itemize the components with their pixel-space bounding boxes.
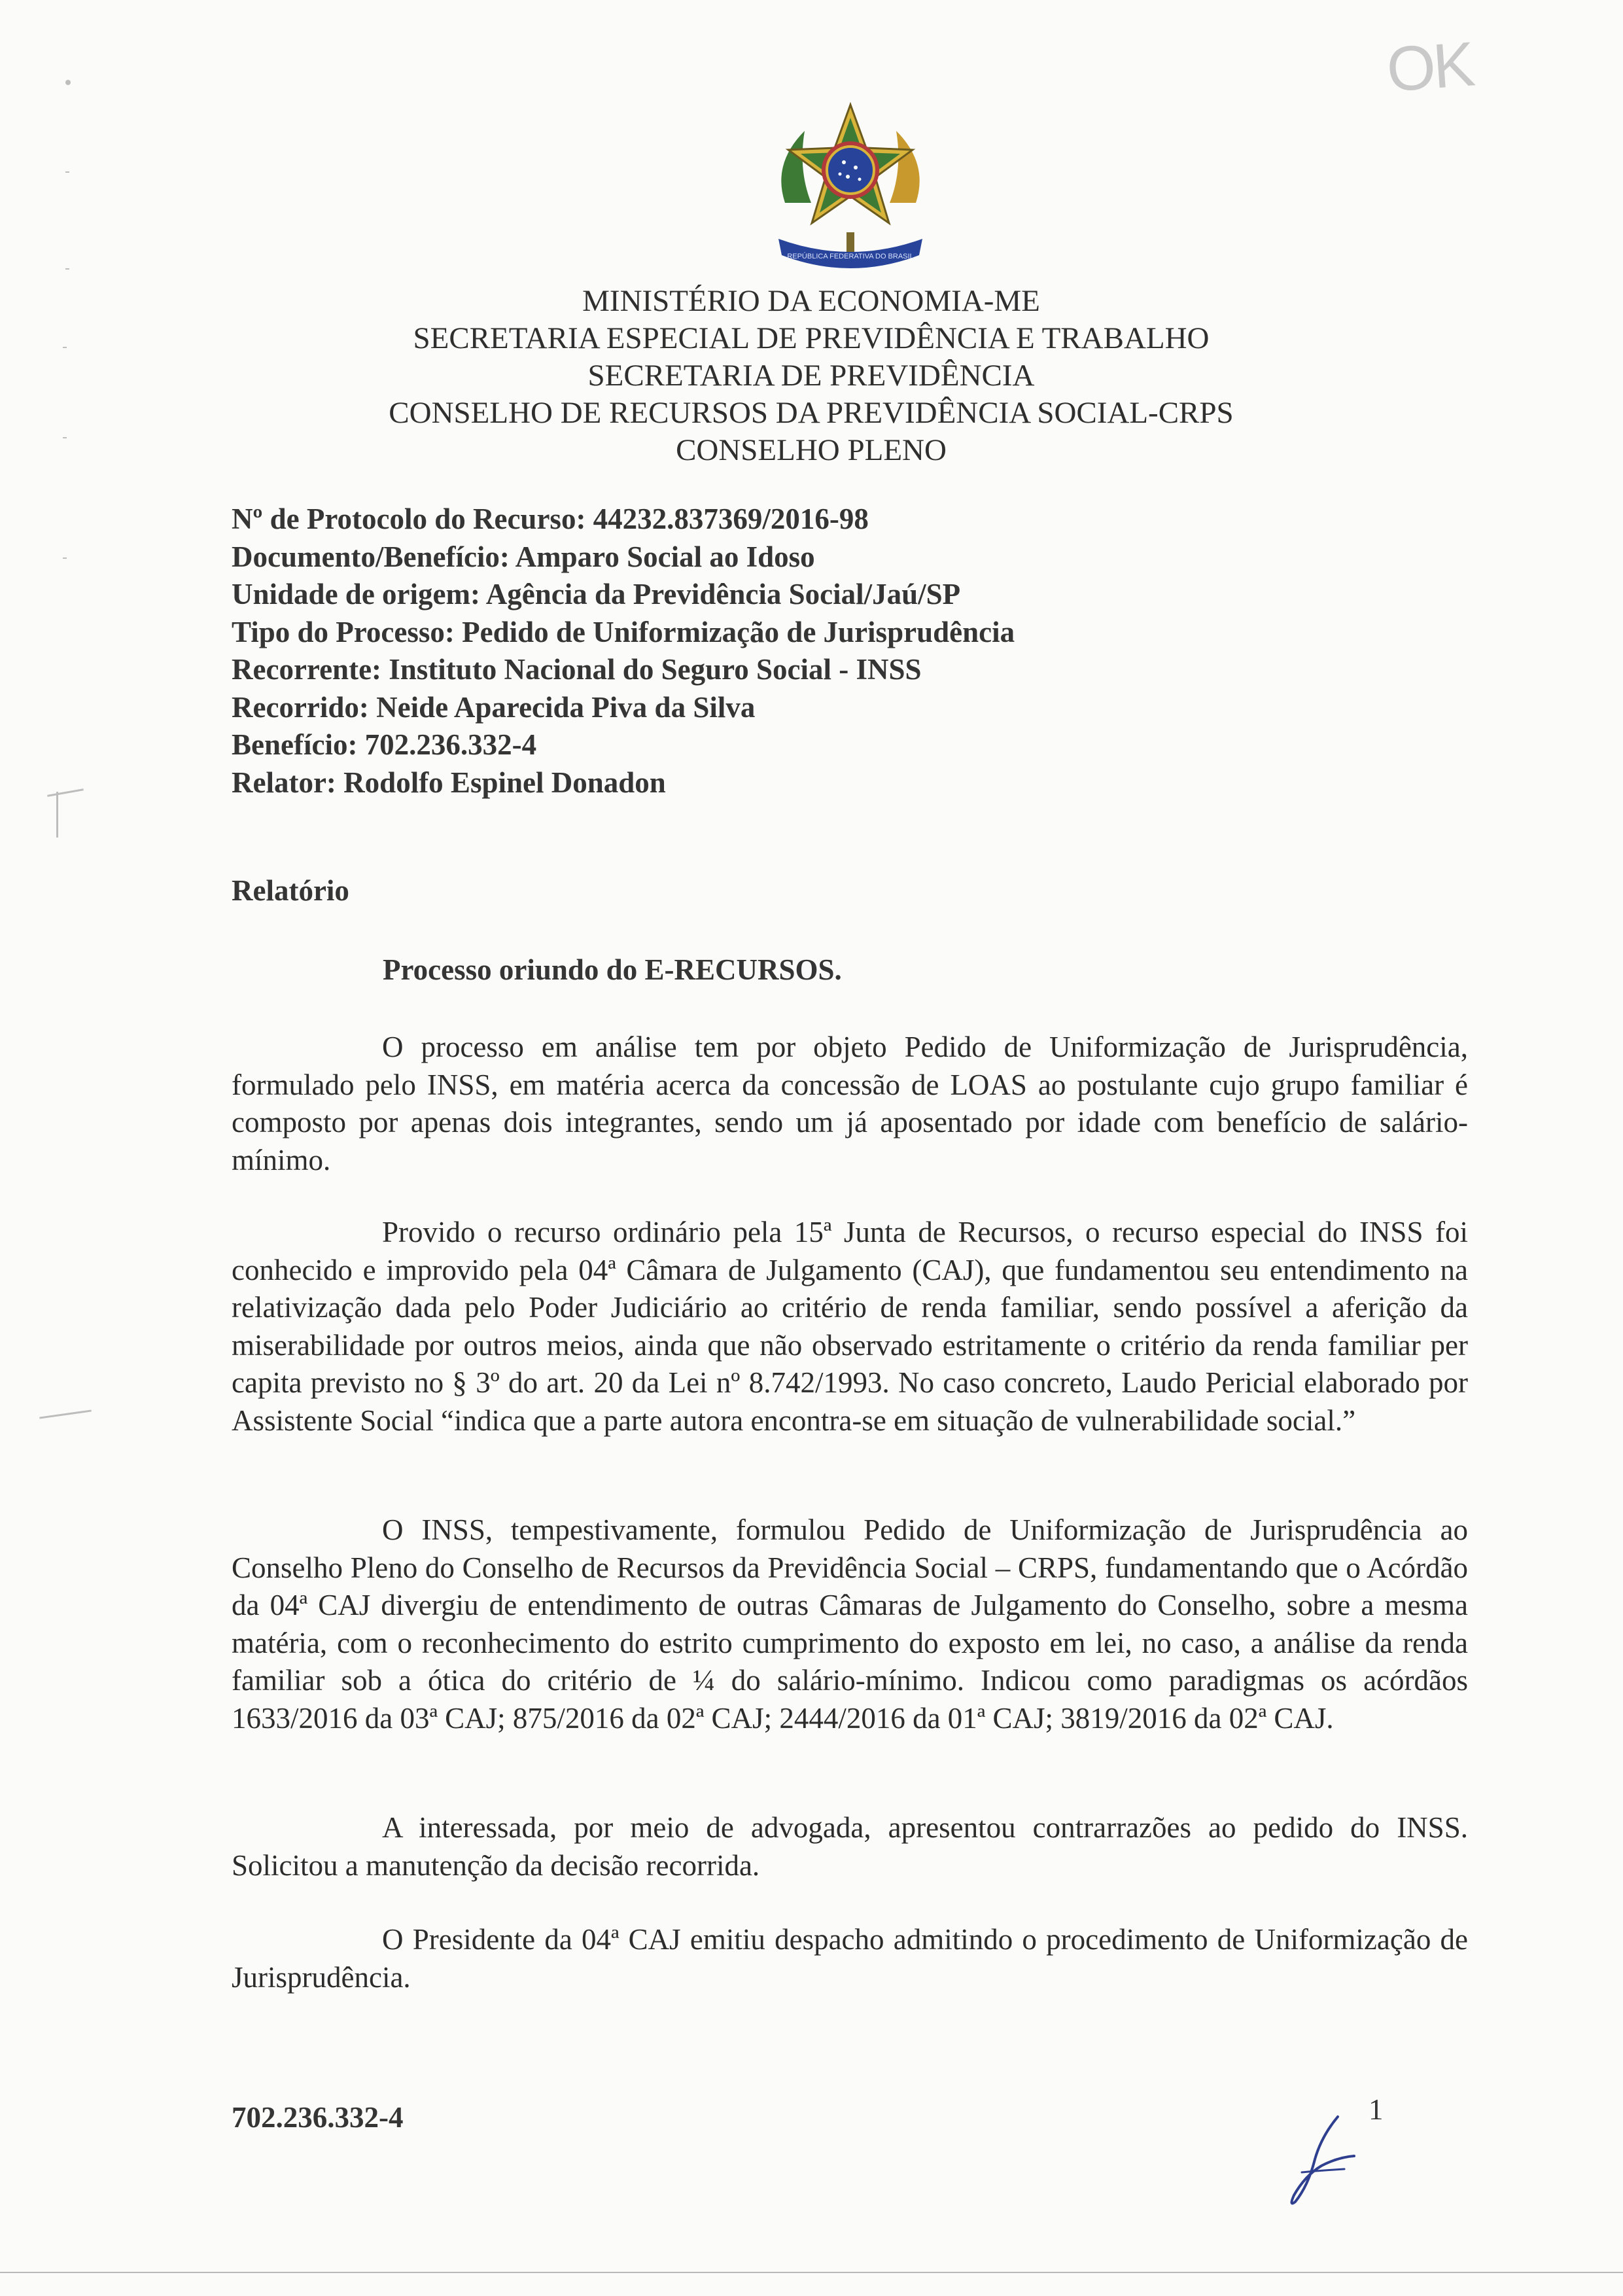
header-line: MINISTÉRIO DA ECONOMIA-ME [582,284,1040,318]
appellee: Recorrido: Neide Aparecida Piva da Silva [232,690,756,724]
scan-mark [39,1409,92,1419]
scan-mark [63,437,67,438]
protocol-number: Nº de Protocolo do Recurso: 44232.837369/2016-98 [232,503,869,535]
paragraph [232,1029,1468,1179]
footer-benefit-number: 702.236.332-4 [232,2101,404,2134]
document-benefit: Documento/Benefício: Amparo Social ao Idoso [232,540,815,573]
paragraph [232,1809,1468,1884]
signature-initial [1276,2110,1367,2208]
star-shield [788,105,913,223]
motto-text: REPÚBLICA FEDERATIVA DO BRASIL [787,253,914,260]
paragraph-text: Provido o recurso ordinário pela 15ª Junta de Recursos, o recurso especial do INSS foi conhecido e improvido pela 04ª Câmara de Julgamento (CAJ), que fundamentou seu entendimento na relativização dada pelo Poder Judiciário ao critério de renda familiar, sendo possível a aferição da miserabilidade por outros meios, ainda que não observado estritamente o critério da renda familiar per capita previsto no § 3º do art. 20 da Lei nº 8.742/1993. No caso concreto, Laudo Pericial elaborado por Assistente Social “indica que a parte autora encontra-se em situação de vulnerabilidade social.” [232,1216,1468,1437]
page-bottom-rule [0,2272,1623,2273]
scan-mark [63,557,67,559]
case-metadata [232,501,1015,802]
header-line: SECRETARIA ESPECIAL DE PREVIDÊNCIA E TRABALHO [413,321,1210,355]
scan-mark [56,792,58,838]
paragraph [232,1511,1468,1737]
paragraph [232,1214,1468,1439]
paragraph-text: O INSS, tempestivamente, formulou Pedido de Uniformização de Jurisprudência ao Conselho Pleno do Conselho de Recursos da Previdência Social – CRPS, fundamentando que o Acórdão da 04ª CAJ divergiu de entendimento de outras Câmaras de Julgamento do Conselho, sobre a mesma matéria, com o reconhecimento do estrito cumprimento do exposto em lei, no caso, a análise da renda familiar sob a ótica do critério de ¼ do salário-mínimo. Indicou como paradigmas os acórdãos 1633/2016 da 03ª CAJ; 875/2016 da 02ª CAJ; 2444/2016 da 01ª CAJ; 3819/2016 da 02ª CAJ. [232,1513,1468,1735]
paragraph [232,1921,1468,1996]
scan-mark [47,788,84,797]
origin-unit: Unidade de origem: Agência da Previdência Social/Jaú/SP [232,578,961,610]
process-type: Tipo do Processo: Pedido de Uniformização de Jurisprudência [232,615,1015,648]
subheading: Processo oriundo do E-RECURSOS. [383,953,842,986]
scan-mark [65,171,69,173]
section-title: Relatório [232,874,349,907]
page-number: 1 [1369,2093,1384,2126]
paragraph-text: A interessada, por meio de advogada, apresentou contrarrazões ao pedido do INSS. Solicitou a manutenção da decisão recorrida. [232,1811,1468,1882]
header-line: SECRETARIA DE PREVIDÊNCIA [587,359,1035,393]
coat-of-arms-emblem [759,92,942,281]
paragraph-text: O processo em análise tem por objeto Pedido de Uniformização de Jurisprudência, formulado pelo INSS, em matéria acerca da concessão de LOAS ao postulante cujo grupo familiar é composto por apenas dois integrantes, sendo um já aposentado por idade com benefício de salário-mínimo. [232,1031,1468,1176]
ok-stamp: OK [1384,29,1475,105]
rapporteur: Relator: Rodolfo Espinel Donadon [232,766,666,799]
scan-mark [63,347,67,348]
header-line: CONSELHO PLENO [676,433,947,467]
paragraph-text: O Presidente da 04ª CAJ emitiu despacho admitindo o procedimento de Uniformização de Jurisprudência. [232,1923,1468,1994]
benefit-number: Benefício: 702.236.332-4 [232,728,537,761]
appellant: Recorrente: Instituto Nacional do Seguro Social - INSS [232,653,922,686]
scan-mark [65,268,69,270]
institution-header [196,283,1426,469]
header-line: CONSELHO DE RECURSOS DA PREVIDÊNCIA SOCIAL-CRPS [389,396,1234,430]
scan-mark [65,80,71,85]
